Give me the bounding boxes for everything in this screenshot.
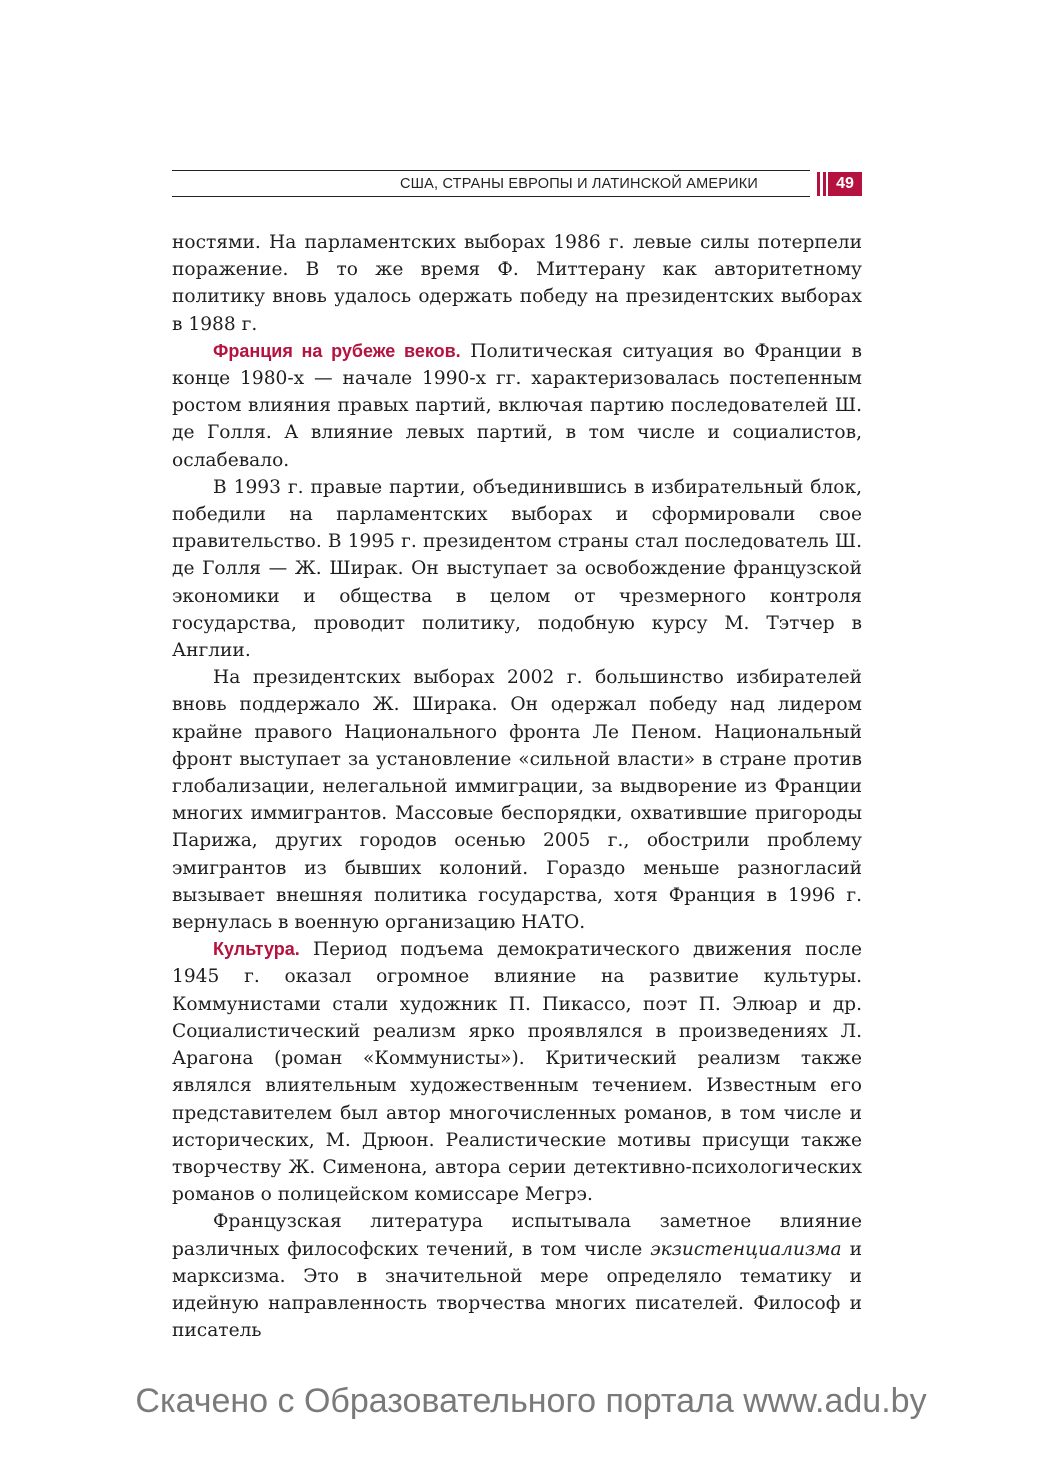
paragraph-text: Политическая ситуация во Франции в конце 1980-х — начале 1990-х гг. характеризовалась постепенным ростом влияния правых партий, включая партию последователей Ш. де Голля. А влияние левых партий, в том числе и социалистов, ослабевало. <box>172 340 862 471</box>
section-heading: Культура. <box>213 939 300 960</box>
paragraph <box>172 338 862 474</box>
page-body <box>172 229 862 1344</box>
paragraph-text: Французская литература испытывала заметное влияние различных философских течений, в том числе <box>172 1211 862 1260</box>
header-rule-bottom <box>172 196 810 197</box>
page-number: 49 <box>828 172 862 196</box>
paragraph-text: На президентских выборах 2002 г. большинство избирателей вновь поддержало Ж. Ширака. Он одержал победу над лидером крайне правого Национального фронта Ле Пеном. Национальный фронт выступает за установление «сильной власти» в стране против глобализации, нелегальной иммиграции, за выдворение из Франции многих иммигрантов. Массовые беспорядки, охватившие пригороды Парижа, других городов осенью 2005 г., обострили проблему эмигрантов из бывших колоний. Гораздо меньше разногласий вызывает внешняя политика государства, хотя Франция в 1996 г. вернулась в военную организацию НАТО. <box>172 667 862 934</box>
running-header <box>172 170 862 198</box>
paragraph <box>172 664 862 936</box>
header-rule-top <box>172 170 810 171</box>
paragraph <box>172 936 862 1208</box>
paragraph-text: В 1993 г. правые партии, объединившись в избирательный блок, победили на парламентских выборах и сформировали свое правительство. В 1995 г. президентом страны стал последователь Ш. де Голля — Ж. Ширак. Он выступает за освобождение французской экономики и общества в целом от чрезмерного контроля государства, проводит политику, подобную курсу М. Тэтчер в Англии. <box>172 476 862 662</box>
term-emphasis: экзистенциализма <box>650 1238 842 1260</box>
paragraph <box>172 474 862 664</box>
paragraph-text: Период подъема демократического движения после 1945 г. оказал огромное влияние на развитие культуры. Коммунистами стали художник П. Пикассо, поэт П. Элюар и др. Социалистический реализм ярко проявлялся в произведениях Л. Арагона (роман «Коммунисты»). Критический реализм также являлся влиятельным художественным течением. Известным его представителем был автор многочисленных романов, в том числе и исторических, М. Дрюон. Реалистические мотивы присущи также творчеству Ж. Сименона, автора серии детективно-психологических романов о полицейском комиссаре Мегрэ. <box>172 939 862 1206</box>
paragraph-text: и марксизма. Это в значительной мере определяло тематику и идейную направленность творчества многих писателей. Философ и писатель <box>172 1238 862 1342</box>
watermark: Скачено с Образовательного портала www.adu.by <box>135 1382 927 1420</box>
header-accent-bar <box>817 172 820 196</box>
header-accent-bar <box>823 172 826 196</box>
section-heading: Франция на рубеже веков. <box>213 340 461 361</box>
paragraph <box>172 1208 862 1344</box>
header-title: США, СТРАНЫ ЕВРОПЫ И ЛАТИНСКОЙ АМЕРИКИ <box>399 176 758 192</box>
paragraph <box>172 229 862 338</box>
paragraph-text: ностями. На парламентских выборах 1986 г. левые силы потерпели поражение. В то же время Ф. Миттерану как авторитетному политику вновь удалось одержать победу на президентских выборах в 1988 г. <box>172 232 862 335</box>
